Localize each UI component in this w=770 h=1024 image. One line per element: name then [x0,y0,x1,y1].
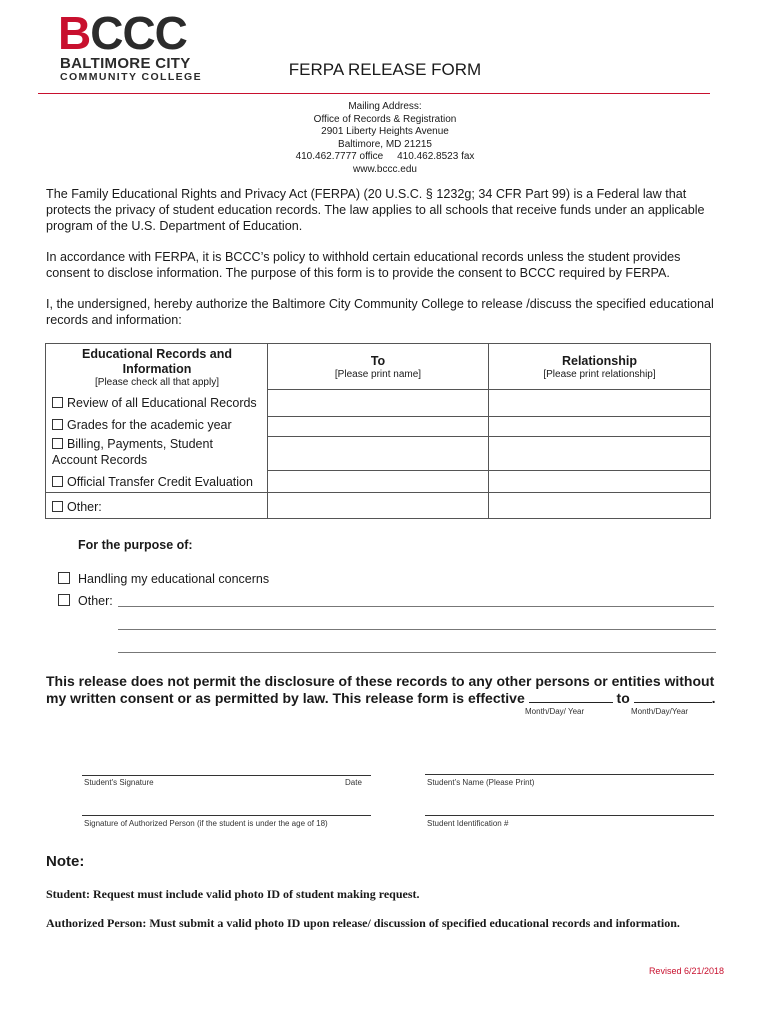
logo-letter-b: B [58,7,91,59]
records-table [45,343,711,519]
table-row[interactable] [52,436,252,468]
relationship-header-sub: [Please print relationship] [543,369,656,380]
date-label: Date [345,778,362,787]
table-row[interactable] [52,395,257,411]
checkbox-icon[interactable] [52,476,63,487]
to-header-title: To [370,354,386,368]
table-row-divider-4 [46,492,710,493]
effective-date-to[interactable] [634,690,712,703]
purpose-title: For the purpose of: [78,538,193,552]
table-row-divider-2 [267,436,710,437]
table-header-relationship [489,354,710,380]
row-label: Other: [67,500,102,514]
student-signature-label: Student's Signature [84,778,154,787]
row-label: Billing, Payments, Student Account Records [52,437,213,467]
checkbox-icon[interactable] [52,438,63,449]
purpose-option-label: Handling my educational concerns [78,572,270,586]
release-statement: This release does not permit the disclosure of these records to any other persons or entities without my written consent or as permitted by law. This release form is effective to . [46,673,716,706]
relationship-header-title: Relationship [561,354,637,368]
form-title: FERPA RELEASE FORM [288,60,482,79]
purpose-option-concerns[interactable] [58,572,269,586]
table-row-divider-1 [267,416,710,417]
table-row[interactable] [52,499,102,515]
logo-line-2: COMMUNITY COLLEGE [60,71,203,83]
date-from-label: Month/Day/ Year [525,707,585,716]
logo-letters-ccc: CCC [90,7,187,59]
row-label: Grades for the academic year [67,418,232,432]
logo-line-1: BALTIMORE CITY [60,55,191,72]
student-name-label: Student’s Name (Please Print) [427,778,535,787]
checkbox-icon[interactable] [52,419,63,430]
purpose-option-label: Other: [78,594,113,608]
authorization-paragraph: I, the undersigned, hereby authorize the Baltimore City Community College to release /discuss the specified educational records and information: [46,297,714,327]
student-signature-line[interactable] [82,775,371,776]
note-authorized: Authorized Person: Must submit a valid photo ID upon release/ discussion of specified educational records and information. [46,916,680,930]
row-label: Official Transfer Credit Evaluation [67,475,253,489]
table-header-records [66,347,248,388]
student-id-line[interactable] [425,815,714,816]
policy-paragraph: In accordance with FERPA, it is BCCC’s policy to withhold certain educational records unless the student provides consent to disclose information. The purpose of this form is to provide the consent to BCCC required by FERPA. [46,250,681,280]
checkbox-icon[interactable] [52,397,63,408]
records-header-title: Educational Records and Information [81,347,233,376]
purpose-other-line-1[interactable] [118,605,714,607]
student-id-label: Student Identification # [427,819,509,828]
address-city: Baltimore, MD 21215 [338,138,432,150]
address-web: www.bccc.edu [353,163,417,175]
bccc-logo-mark [58,7,187,59]
table-header-divider [267,389,710,390]
student-name-line[interactable] [425,774,714,775]
address-office: Office of Records & Registration [313,113,457,125]
records-header-sub: [Please check all that apply] [95,377,219,388]
table-row-divider-3 [267,470,710,471]
ferpa-intro-paragraph: The Family Educational Rights and Privacy Act (FERPA) (20 U.S.C. § 1232g; 34 CFR Part 99) is a Federal law that protects the privacy of student education records. The law applies to all schools that receive funds under an applicable program of the U.S. Department of Education. [46,187,705,233]
to-header-sub: [Please print name] [334,369,422,380]
checkbox-icon[interactable] [58,572,70,584]
release-text: This release does not permit the disclosure of these records to any other persons or entities without my written consent or as permitted by law. This release form is effective [46,673,715,706]
address-phones: 410.462.7777 office 410.462.8523 fax [295,151,475,162]
date-to-label: Month/Day/Year [631,707,689,716]
authorized-signature-line[interactable] [82,815,371,816]
row-label: Review of all Educational Records [67,396,257,410]
mailing-address [250,101,520,176]
header-divider [38,93,710,94]
authorized-signature-label: Signature of Authorized Person (if the student is under the age of 18) [84,819,328,828]
table-row[interactable] [52,417,232,433]
revised-date: Revised 6/21/2018 [648,966,724,976]
release-to: to [616,690,630,706]
purpose-other-line-3[interactable] [118,651,716,653]
table-header-to [268,354,488,380]
checkbox-icon[interactable] [52,501,63,512]
address-street: 2901 Liberty Heights Avenue [321,126,449,137]
note-title: Note: [46,853,85,870]
table-row[interactable] [52,474,253,490]
checkbox-icon[interactable] [58,594,70,606]
purpose-other-line-2[interactable] [118,628,716,630]
address-heading: Mailing Address: [348,101,422,112]
effective-date-from[interactable] [529,690,613,703]
purpose-option-other[interactable] [58,594,113,608]
note-student: Student: Request must include valid photo ID of student making request. [46,887,420,901]
